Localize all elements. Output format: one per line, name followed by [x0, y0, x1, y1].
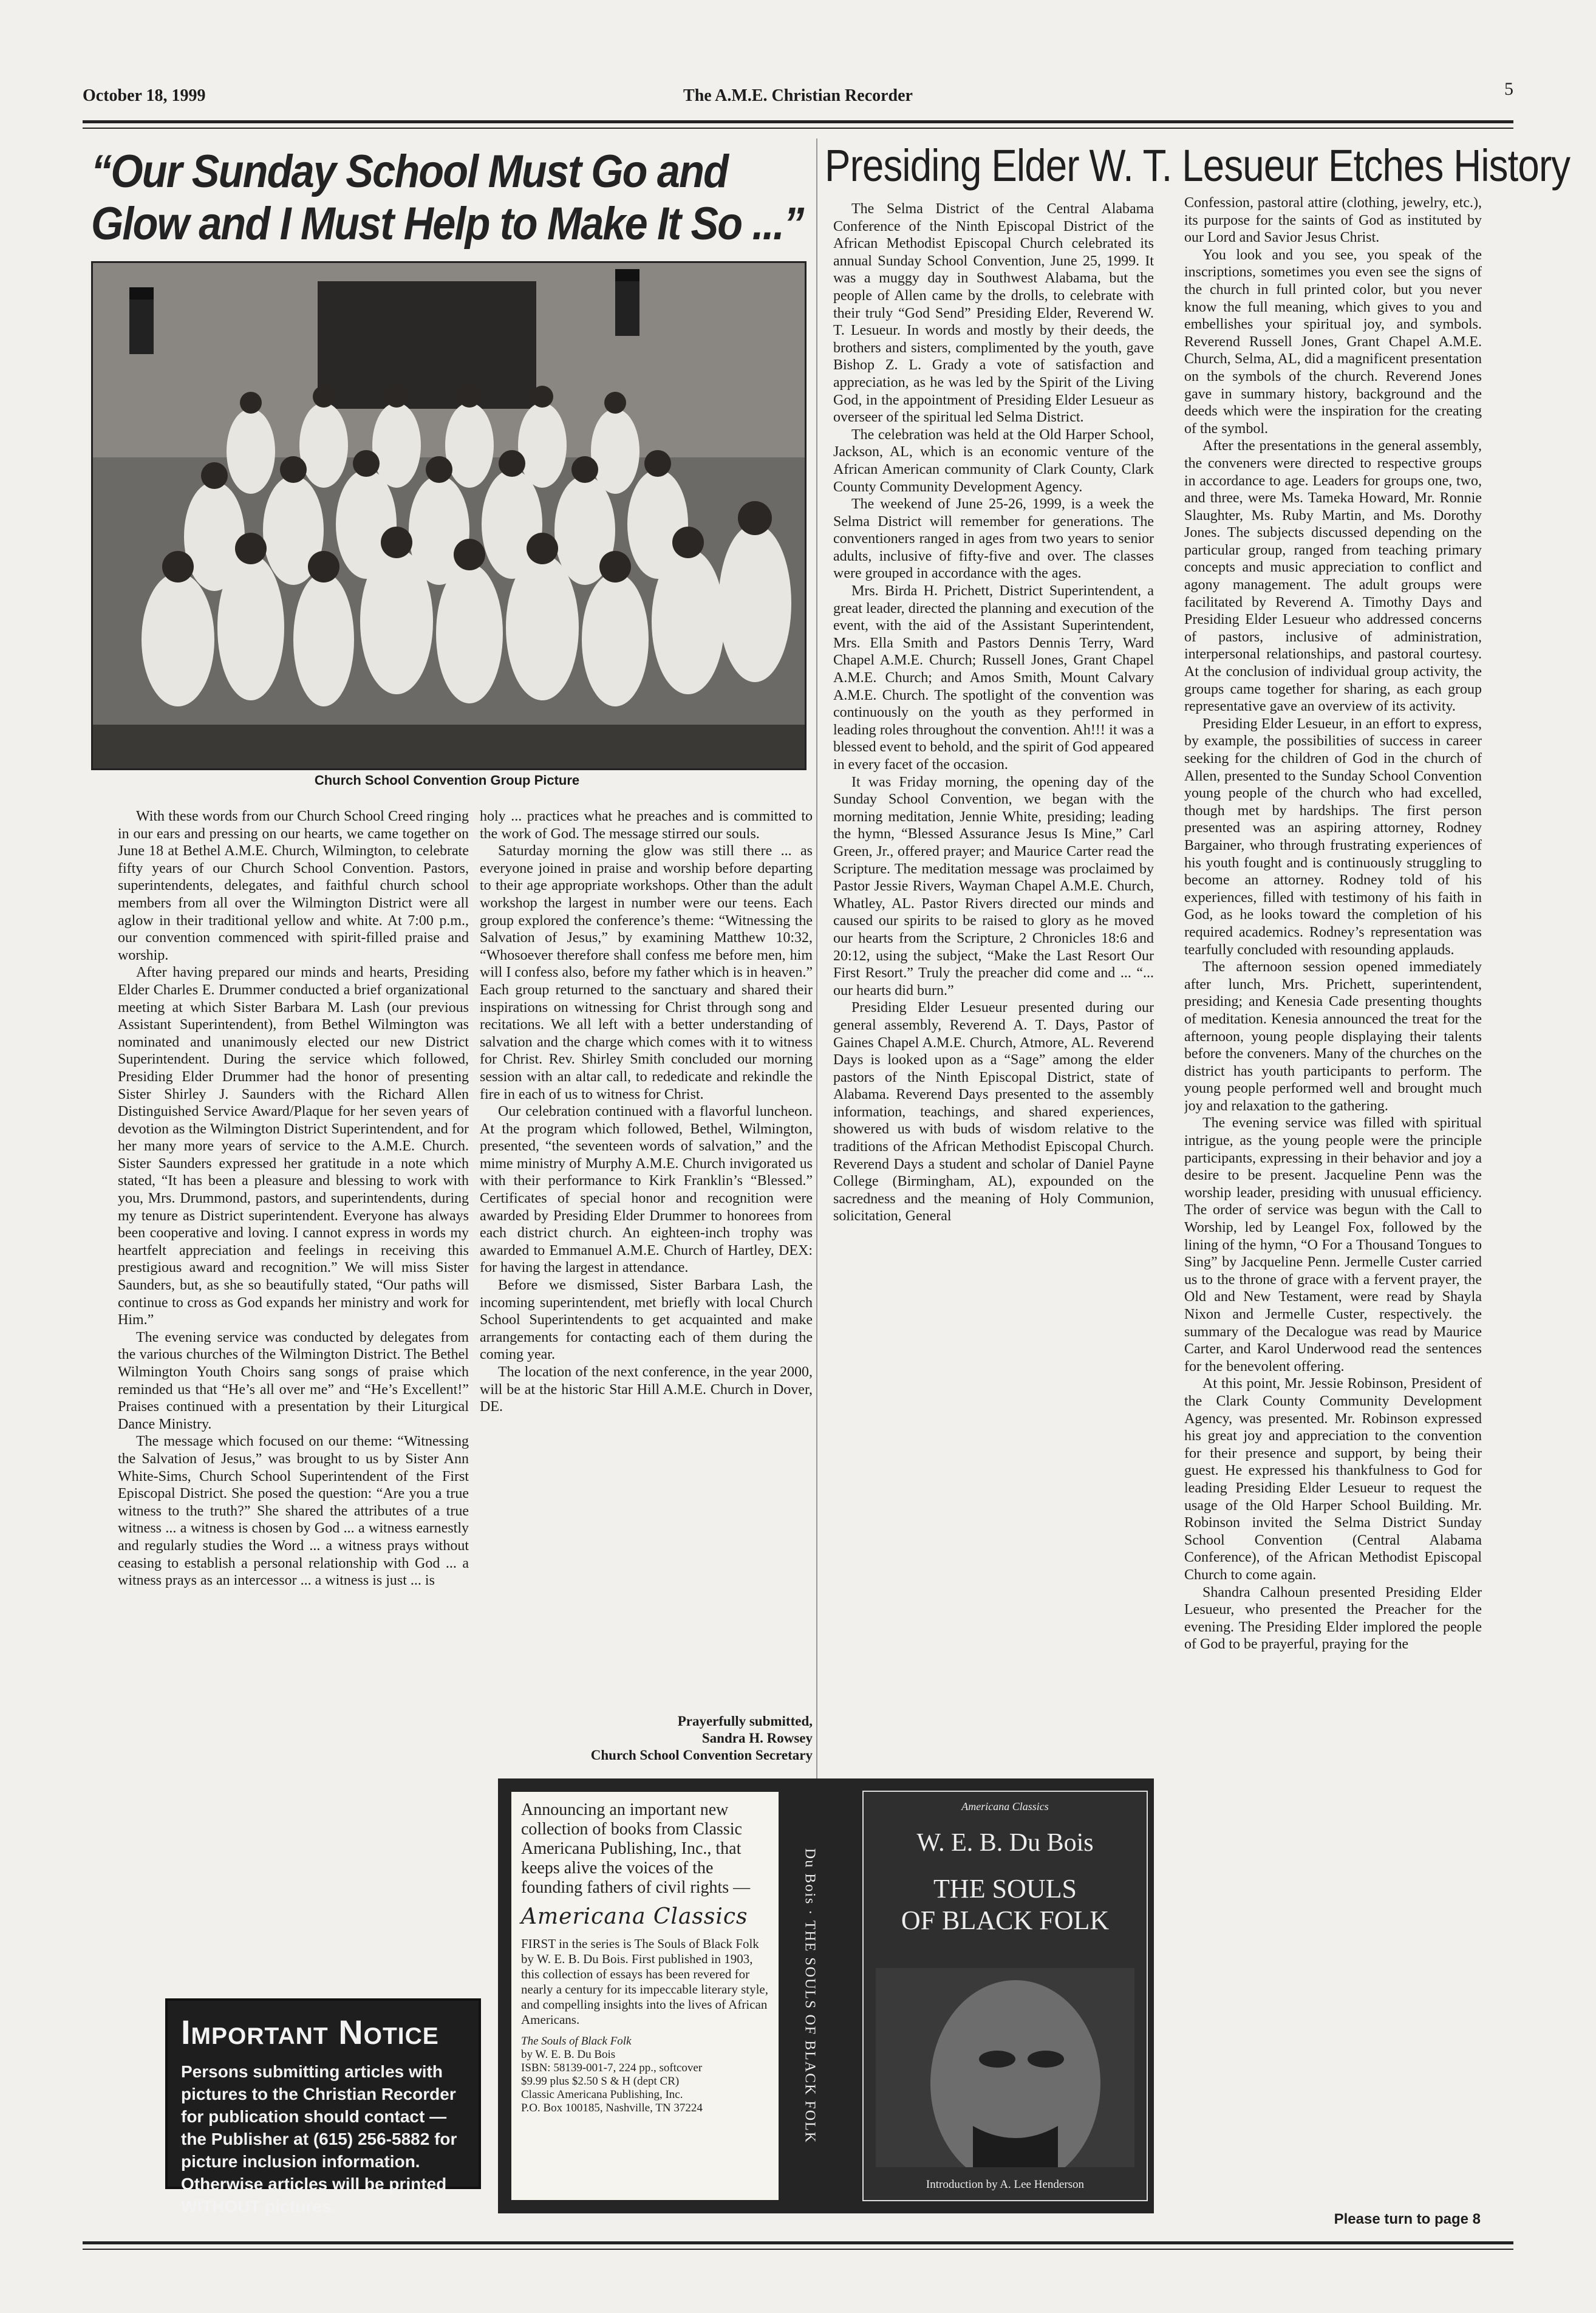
notice-title: Important Notice — [181, 2013, 439, 2051]
signature-name: Sandra H. Rowsey — [701, 1730, 813, 1746]
paragraph: The evening service was filled with spiritual intrigue, as the young people were the principle participants, expressing in their behavior and joy a desire to be present. Jacqueline Penn was the worship leader, presiding with unusual efficiency. The order of service was begun with the Call to Worship, led by Leangel Fox, followed by the lining of the hymn, “O For a Thousand Tongues to Sing” by Jacqueline Penn. Jermelle Custer carried us to the throne of grace with a fervent prayer, the Old and New Testament, were read by Shayla Nixon and Jermelle Custer, respectively. the summary of the Decalogue was read by Maurice Carter, and Karol Underwood read the sentences for the benevolent offering. — [1184, 1115, 1482, 1375]
signature-title: Church School Convention Secretary — [590, 1748, 813, 1763]
ad-meta-line: The Souls of Black Folk — [521, 2035, 632, 2048]
issue-date: October 18, 1999 — [83, 86, 206, 105]
column-divider — [816, 138, 817, 1797]
group-photo-image — [93, 263, 805, 768]
left-article-column-1 — [118, 808, 469, 1998]
continued-note: Please turn to page 8 — [1334, 2211, 1481, 2227]
ad-meta-line: by W. E. B. Du Bois — [521, 2048, 616, 2061]
signature-line: Prayerfully submitted, — [677, 1713, 813, 1729]
cover-intro: Introduction by A. Lee Henderson — [926, 2178, 1085, 2191]
ad-description: FIRST in the series is The Souls of Black Folk by W. E. B. Du Bois. First published in 1903, this collection of essays has been revered for nearly a century for its impeccable literary style, and compelling insights into the lives of African Americans. — [521, 1936, 768, 2027]
portrait-illustration — [876, 1968, 1134, 2167]
paragraph: With these words from our Church School Creed ringing in our ears and pressing on our hearts, we came together on June 18 at Bethel A.M.E. Church, Wilmington, to celebrate fifty years of our Church School Convention. Pastors, superintendents, delegates, and faithful church school members from all over the Wilmington District were all aglow in their traditional yellow and white. At 7:00 p.m., our convention commenced with spirit-filled praise and worship. — [118, 808, 469, 963]
book-advertisement — [498, 1778, 1154, 2213]
paragraph: Mrs. Birda H. Prichett, District Superintendent, a great leader, directed the planning and execution of the event, with the aid of the Assistant Superintendent, Mrs. Ella Smith and Pastors Dennis Terry, Ward Chapel A.M.E. Church; Russell Jones, Grant Chapel A.M.E. Church; and Amos Smith, Mount Calvary A.M.E. Church. The spotlight of the convention was continuously on the youth as they performed in leading roles throughout the convention. Ah!!! it was a blessed event to behold, and the spirit of God appeared in every facet of the occasion. — [833, 583, 1154, 773]
paragraph: Presiding Elder Lesueur presented during our general assembly, Reverend A. T. Days, Pastor of Gaines Chapel A.M.E. Church, Atmore, AL. Reverend Days is looked upon as a “Sage” among the elder pastors of the Ninth Episcopal District, state of Alabama. Reverend Days presented to the assembly information, teachings, and shared experiences, showered us with buds of wisdom relative to the traditions of the African Methodist Episcopal Church. Reverend Days a student and scholar of Daniel Payne College (Birmingham, AL), expounded on the sacredness and the meaning of Holy Communion, solicitation, General — [833, 1000, 1154, 1225]
book-cover — [862, 1791, 1148, 2201]
ad-lead: Announcing an important new collection of books from Classic Americana Publishing, Inc., that keeps alive the voices of the founding fathers of civil rights — — [521, 1800, 751, 1897]
paragraph: The afternoon session opened immediately after lunch, Mrs. Prichett, superintendent, presiding; and Kenesia Cade presenting thoughts of meditation. Kenesia announced the treat for the afternoon, young people displaying their talents before the conveners. Many of the churches on the district has youth participants to perform. The young people performed well and brought much joy and relaxation to the gathering. — [1184, 959, 1482, 1114]
cover-title — [864, 1873, 1147, 1936]
paragraph: After having prepared our minds and hearts, Presiding Elder Charles E. Drummer conducted a brief organizational meeting at which Sister Barbara M. Lash (our previous Assistant Superintendent), from Bethel Wilmington was nominated and unanimously elected our new District Superintendent. During the service which followed, Presiding Elder Drummer had the honor of presenting Sister Shirley J. Saunders with the Richard Allen Distinguished Service Award/Plaque for her seven years of devotion as the Wilmington District Superintendent, and for her many more years of service to the A.M.E. Church. Sister Saunders expressed her gratitude in a note which stated, “It has been a pleasure and blessing to work with you, Mrs. Drummond, pastors, and superintendents, during my tenure as District superintendent. Everyone has always been cooperative and loving. I cannot express in words my heartfelt appreciation and feelings in receiving this prestigious award and recognition.” We will miss Sister Saunders, but, as she so beautifully stated, “Our paths will continue to cross as God expands her ministry and work for Him.” — [118, 965, 469, 1328]
header-rule — [83, 120, 1513, 123]
page-header — [83, 79, 1513, 115]
cover-series: Americana Classics — [961, 1800, 1049, 1812]
ad-meta-line: P.O. Box 100185, Nashville, TN 37224 — [521, 2102, 703, 2114]
right-article-column-1 — [833, 200, 1154, 1780]
ad-meta-line: ISBN: 58139-001-7, 224 pp., softcover — [521, 2062, 703, 2074]
paragraph: After the presentations in the general assembly, the conveners were directed to respective groups in accordance to age. Leaders for groups one, two, and three, were Ms. Tameka Howard, Mr. Ronnie Slaughter, Ms. Ruby Martin, and Ms. Dorothy Jones. The subjects discussed depending on the particular group, ranged from teaching primary concepts and music appreciation to conflict and agony management. The adult groups were facilitated by Reverend A. Timothy Days and Presiding Elder Lesueur who addressed concerns of pastors, inclusive of administration, interpersonal relationships, and pastoral courtesy. At the conclusion of individual group activity, the groups came together for sharing, as each group representative gave an overview of its activity. — [1184, 438, 1482, 715]
paragraph: Confession, pastoral attire (clothing, jewelry, etc.), its purpose for the saints of God as instituted by our Lord and Savior Jesus Christ. — [1184, 195, 1482, 246]
left-headline-line2: Glow and I Must Help to Make It So ...” — [91, 198, 803, 250]
left-headline-line1: “Our Sunday School Must Go and — [91, 146, 728, 197]
group-photo — [91, 261, 807, 770]
ad-meta-line: $9.99 plus $2.50 S & H (dept CR) — [521, 2075, 680, 2088]
spine-text: Du Bois · THE SOULS OF BLACK FOLK — [802, 1848, 818, 2144]
cover-title-line2: OF BLACK FOLK — [901, 1905, 1110, 1935]
important-notice-box — [165, 1998, 481, 2216]
page-number: 5 — [1504, 79, 1513, 99]
paragraph: Our celebration continued with a flavorful luncheon. At the program which followed, Bethel, Wilmington, presented, “the seventeen words of salvation,” and the mime ministry of Murphy A.M.E. Church invigorated us with their performance to Kirk Franklin’s “Blessed.” Certificates of special honor and recognition were awarded by Presiding Elder Drummer to honorees from each district church. An eighteen-inch trophy was awarded to Emmanuel A.M.E. Church of Hartley, DEX: for having the largest in attendance. — [480, 1104, 813, 1276]
paragraph: At this point, Mr. Jessie Robinson, President of the Clark County Community Development Agency, was presented. Mr. Robinson expressed his great joy and appreciation to the convention for their presence and support, by being their guest. He expressed his thankfulness to God for leading Presiding Elder Lesueur to request the usage of the Old Harper School Building. Mr. Robinson invited the Selma District Sunday School Convention (Central Alabama Conference), of the African Methodist Episcopal Church to come again. — [1184, 1376, 1482, 1583]
paper-name: The A.M.E. Christian Recorder — [683, 86, 913, 105]
paragraph: Shandra Calhoun presented Presiding Elder Lesueur, who presented the Preacher for the evening. The Presiding Elder implored the people of God to be prayerful, praying for the — [1184, 1584, 1482, 1653]
signature-block — [480, 1713, 813, 1764]
ad-meta-line: Classic Americana Publishing, Inc. — [521, 2088, 683, 2101]
right-article-column-2 — [1184, 194, 1482, 2199]
ad-text-box — [511, 1792, 779, 2200]
paragraph: Saturday morning the glow was still there ... as everyone joined in praise and worship before departing to their age appropriate workshops. Other than the adult workshop the largest in number were our teens. Each group explored the conference’s theme: “Witnessing the Salvation of Jesus,” by examining Matthew 10:32, “Whosoever therefore shall confess me before men, him will I confess also, before my father which is in heaven.” Each group returned to the sanctuary and shared their inspirations on witnessing for Christ through song and recitations. We all left with a better understanding of salvation and the charge which comes with it to witness for Christ. Rev. Shirley Smith concluded our morning session with an altar call, to rededicate and rekindle the fire in each of us to witness for Christ. — [480, 843, 813, 1102]
paragraph: The weekend of June 25-26, 1999, is a week the Selma District will remember for generations. The conventioners ranged in ages from two years to senior adults, inclusive of fifty-five and over. The classes were grouped in accordance with the ages. — [833, 496, 1154, 582]
left-headline — [91, 146, 803, 250]
ad-brand: Americana Classics — [521, 1904, 748, 1929]
paragraph: The celebration was held at the Old Harper School, Jackson, AL, which is an economic venture of the African American community of Clark County, Clark County Community Development Agency. — [833, 426, 1154, 495]
footer-rule — [83, 2241, 1513, 2244]
paragraph: The Selma District of the Central Alabama Conference of the Ninth Episcopal District of the African Methodist Episcopal Church celebrated its annual Sunday School Convention, June 25, 1999. It was a muggy day in Southwest Alabama, but the people of Allen came by the drolls, to celebrate with their truly “God Send” Presiding Elder, Reverend W. T. Lesueur. In words and mostly by their deeds, the brothers and sisters, complimented by the youth, gave Bishop Z. L. Grady a vote of satisfaction and appreciation, as he was led by the Spirit of the Living God, in the appointment of Presiding Elder Lesueur as overseer of the spiritual led Selma District. — [833, 201, 1154, 426]
paragraph: The location of the next conference, in the year 2000, will be at the historic Star Hill A.M.E. Church in Dover, DE. — [480, 1364, 813, 1415]
footer-rule-thin — [83, 2249, 1513, 2250]
notice-body: Persons submitting articles with pictures to the Christian Recorder for publication should contact — the Publisher at (615) 256-5882 for picture inclusion information. Otherwise articles will be printed WITHOUT pictures. — [181, 2062, 457, 2216]
paragraph: It was Friday morning, the opening day of the Sunday School Convention, we began with the morning meditation, Jennie White, presiding; leading the hymn, “Blessed Assurance Jesus Is Mine,” Carl Green, Jr., offered prayer; and Maurice Carter read the Scripture. The meditation message was proclaimed by Pastor Jessie Rivers, Wayman Chapel A.M.E. Church, Whatley, AL. Pastor Rivers directed our minds and caused our spirits to be raised to glory as he moved our hearts from the Scripture, 2 Chronicles 18:6 and 20:12, using the subject, “Make the Last Resort Our First Resort.” Truly the preacher did come and ... “... our hearts did burn.” — [833, 774, 1154, 999]
photo-caption: Church School Convention Group Picture — [314, 773, 580, 788]
paragraph: Before we dismissed, Sister Barbara Lash, the incoming superintendent, met briefly with local Church School Superintendents to get acquainted and make arrangements for contacting each of them during the coming year. — [480, 1277, 813, 1363]
ad-meta — [521, 2035, 769, 2115]
book-spine — [794, 1792, 825, 2200]
paragraph: holy ... practices what he preaches and is committed to the work of God. The message stirred our souls. — [480, 808, 813, 842]
cover-title-line1: THE SOULS — [933, 1874, 1077, 1904]
paragraph: The evening service was conducted by delegates from the various churches of the Wilmington District. The Bethel Wilmington Youth Choirs sang songs of praise which reminded us that “He’s all over me” and “He’s Excellent!” Praises continued with a presentation by their Liturgical Dance Ministry. — [118, 1329, 469, 1432]
paragraph: The message which focused on our theme: “Witnessing the Salvation of Jesus,” was brought to us by Sister Ann White-Sims, Church School Superintendent of the First Episcopal District. She posed the question: “Are you a true witness to the truth?” She shared the attributes of a true witness ... a witness is chosen by God ... a witness earnestly and regularly studies the Word ... a witness prays without ceasing to establish a personal relationship with God ... a witness prays as an intercessor ... a witness is just ... is — [118, 1433, 469, 1589]
right-headline: Presiding Elder W. T. Lesueur Etches History — [825, 140, 1570, 191]
header-rule-thin — [83, 128, 1513, 129]
paragraph: Presiding Elder Lesueur, in an effort to express, by example, the possibilities of success in career seeking for the children of God in the church of Allen, presented to the Sunday School Convention young people of the church who had excelled, though met by hardships. The first person presented was an aspiring attorney, Rodney Bargainer, who through frustrating experiences of his youth fought and is continuously struggling to become an attorney. Rodney told of his experiences, filled with testimony of his faith in God, as he looks toward the completion of his required academics. Rodney’s representation was tearfully concluded with resounding applauds. — [1184, 716, 1482, 958]
paragraph: You look and you see, you speak of the inscriptions, sometimes you even see the signs of the church in full printed color, but you never know the full meaning, which gives to you and embellishes your spiritual joy, and symbols. Reverend Russell Jones, Grant Chapel A.M.E. Church, Selma, AL, did a magnificent presentation on the symbols of the church. Reverend Jones gave in summary history, background and the deeds which were the inspiration for the creating of the symbol. — [1184, 247, 1482, 437]
left-article-column-2 — [480, 808, 813, 1719]
cover-author: W. E. B. Du Bois — [916, 1829, 1094, 1857]
